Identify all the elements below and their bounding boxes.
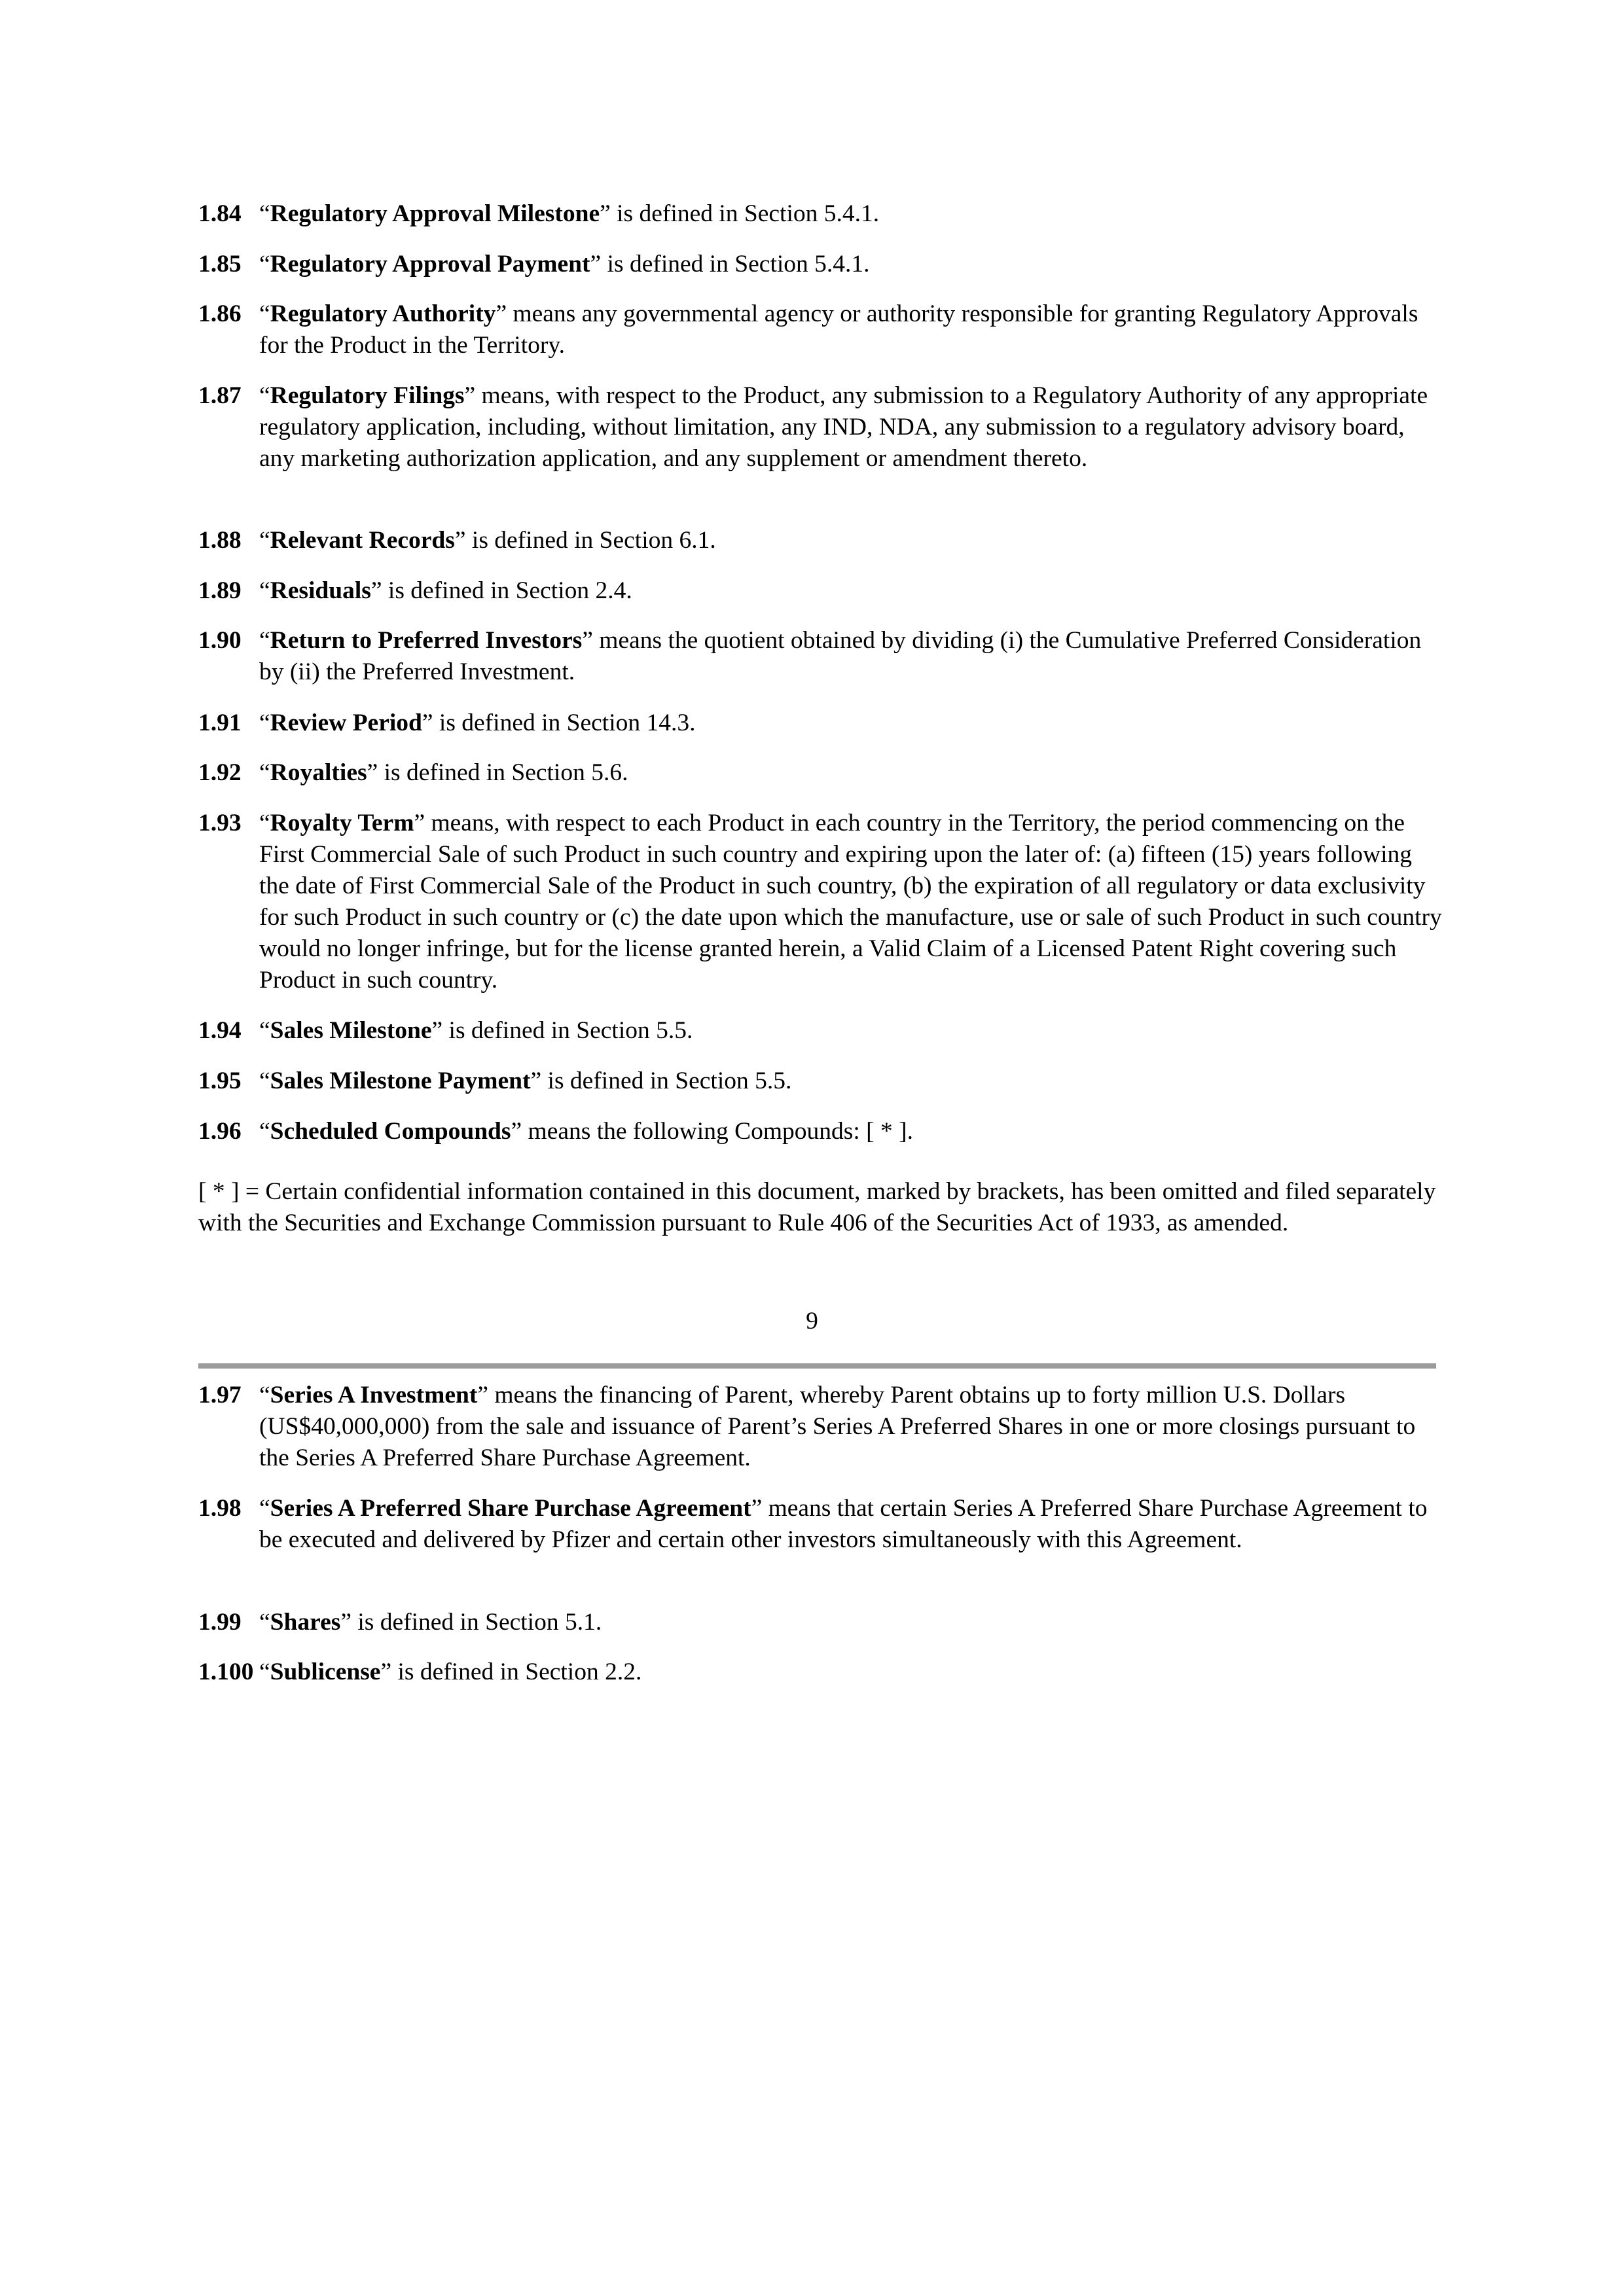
- definition-1-90: [198, 625, 1442, 688]
- definition-number: 1.91: [198, 709, 242, 736]
- definition-number: 1.99: [198, 1609, 242, 1636]
- definition-text: ” means, with respect to the Product, any submission to a Regulatory Authority of any appropriate regulatory application, including, without limitation, any IND, NDA, any submission to a regulatory advisory board, any marketing authorization application, and any supplement or amendment thereto.: [259, 382, 1428, 472]
- defined-term: Residuals: [270, 577, 371, 604]
- definition-1-93: [198, 808, 1442, 996]
- open-quote: “: [259, 709, 270, 736]
- definition-number: 1.92: [198, 759, 242, 786]
- defined-term: Royalties: [270, 759, 367, 786]
- definition-text: ” means that certain Series A Preferred Share Purchase Agreement to be executed and delivered by Pfizer and certain other investors simultaneously with this Agreement.: [259, 1495, 1428, 1553]
- defined-term: Regulatory Approval Payment: [270, 251, 590, 278]
- open-quote: “: [259, 1067, 270, 1094]
- defined-term: Series A Preferred Share Purchase Agreement: [270, 1495, 751, 1522]
- open-quote: “: [259, 200, 270, 227]
- definition-number: 1.85: [198, 251, 242, 278]
- definition-1-96: [198, 1116, 1442, 1147]
- definition-text: ” means any governmental agency or authority responsible for granting Regulatory Approvals for the Product in the Territory.: [259, 300, 1418, 359]
- open-quote: “: [259, 300, 270, 327]
- definition-text: ” is defined in Section 5.4.1.: [600, 200, 880, 227]
- defined-term: Return to Preferred Investors: [270, 627, 583, 654]
- definition-1-86: [198, 298, 1442, 361]
- definition-number: 1.96: [198, 1118, 242, 1145]
- defined-term: Shares: [270, 1609, 341, 1636]
- defined-term: Regulatory Filings: [270, 382, 465, 409]
- open-quote: “: [259, 1382, 270, 1408]
- open-quote: “: [259, 627, 270, 654]
- open-quote: “: [259, 810, 270, 836]
- defined-term: Sales Milestone: [270, 1017, 432, 1044]
- definition-1-91: [198, 708, 1442, 739]
- open-quote: “: [259, 1495, 270, 1522]
- open-quote: “: [259, 1659, 270, 1685]
- definition-number: 1.98: [198, 1495, 242, 1522]
- open-quote: “: [259, 1609, 270, 1636]
- defined-term: Relevant Records: [270, 527, 455, 554]
- definition-1-97: [198, 1380, 1442, 1474]
- definition-1-88: [198, 525, 1442, 556]
- open-quote: “: [259, 251, 270, 278]
- definition-1-95: [198, 1066, 1442, 1097]
- definition-1-99: [198, 1607, 1442, 1638]
- definition-number: 1.87: [198, 382, 242, 409]
- definition-text: ” is defined in Section 5.5.: [431, 1017, 693, 1044]
- page-number: 9: [806, 1308, 818, 1335]
- definition-text: ” means the quotient obtained by dividing (i) the Cumulative Preferred Consideration by (ii) the Preferred Investment.: [259, 627, 1422, 685]
- defined-term: Review Period: [270, 709, 422, 736]
- open-quote: “: [259, 1017, 270, 1044]
- defined-term: Regulatory Approval Milestone: [270, 200, 600, 227]
- definition-number: 1.93: [198, 810, 242, 836]
- definition-number: 1.97: [198, 1382, 242, 1408]
- open-quote: “: [259, 527, 270, 554]
- defined-term: Sublicense: [270, 1659, 381, 1685]
- definition-number: 1.100: [198, 1659, 254, 1685]
- definition-number: 1.90: [198, 627, 242, 654]
- definition-number: 1.88: [198, 527, 242, 554]
- definition-text: ” is defined in Section 14.3.: [422, 709, 696, 736]
- definition-number: 1.95: [198, 1067, 242, 1094]
- definition-1-94: [198, 1015, 1442, 1047]
- open-quote: “: [259, 759, 270, 786]
- definition-1-87: [198, 380, 1442, 475]
- page-divider: [198, 1363, 1436, 1369]
- definition-number: 1.84: [198, 200, 242, 227]
- defined-term: Scheduled Compounds: [270, 1118, 511, 1145]
- definition-number: 1.89: [198, 577, 242, 604]
- definition-text: ” is defined in Section 2.2.: [380, 1659, 642, 1685]
- definition-text: ” means the financing of Parent, whereby Parent obtains up to forty million U.S. Dollars (US$40,000,000) from the sale and issuance of Parent’s Series A Preferred Shares in one or more closings pursuant to the Series A Preferred Share Purchase Agreement.: [259, 1382, 1416, 1471]
- defined-term: Sales Milestone Payment: [270, 1067, 531, 1094]
- defined-term: Regulatory Authority: [270, 300, 496, 327]
- definition-text: ” is defined in Section 5.5.: [530, 1067, 792, 1094]
- defined-term: Series A Investment: [270, 1382, 478, 1408]
- definition-text: ” is defined in Section 5.4.1.: [590, 251, 870, 278]
- confidentiality-note: [ * ] = Certain confidential information contained in this document, marked by brackets, has been omitted and filed separately with the Securities and Exchange Commission pursuant to Rule 406 of the Securities Act of 1933, as amended.: [198, 1178, 1436, 1236]
- definition-number: 1.94: [198, 1017, 242, 1044]
- definition-number: 1.86: [198, 300, 242, 327]
- definition-1-89: [198, 575, 1442, 607]
- definition-1-85: [198, 249, 1442, 280]
- open-quote: “: [259, 382, 270, 409]
- definition-text: ” means the following Compounds: [ * ].: [511, 1118, 914, 1145]
- definition-text: ” means, with respect to each Product in each country in the Territory, the period commencing on the First Commercial Sale of such Product in such country and expiring upon the later of: (a) fifteen (15) years following the date of First Commercial Sale of the Product in such country, (b) the expiration of all regulatory or data exclusivity for such Product in such country or (c) the date upon which the manufacture, use or sale of such Product in such country would no longer infringe, but for the license granted herein, a Valid Claim of a Licensed Patent Right covering such Product in such country.: [259, 810, 1442, 994]
- definition-1-98: [198, 1493, 1442, 1556]
- definition-text: ” is defined in Section 6.1.: [454, 527, 716, 554]
- definition-text: ” is defined in Section 5.1.: [340, 1609, 602, 1636]
- definition-text: ” is defined in Section 5.6.: [367, 759, 628, 786]
- definition-text: ” is defined in Section 2.4.: [370, 577, 632, 604]
- defined-term: Royalty Term: [270, 810, 414, 836]
- definition-1-100: [198, 1657, 1442, 1688]
- open-quote: “: [259, 1118, 270, 1145]
- definition-1-92: [198, 757, 1442, 789]
- open-quote: “: [259, 577, 270, 604]
- definition-1-84: [198, 198, 1442, 230]
